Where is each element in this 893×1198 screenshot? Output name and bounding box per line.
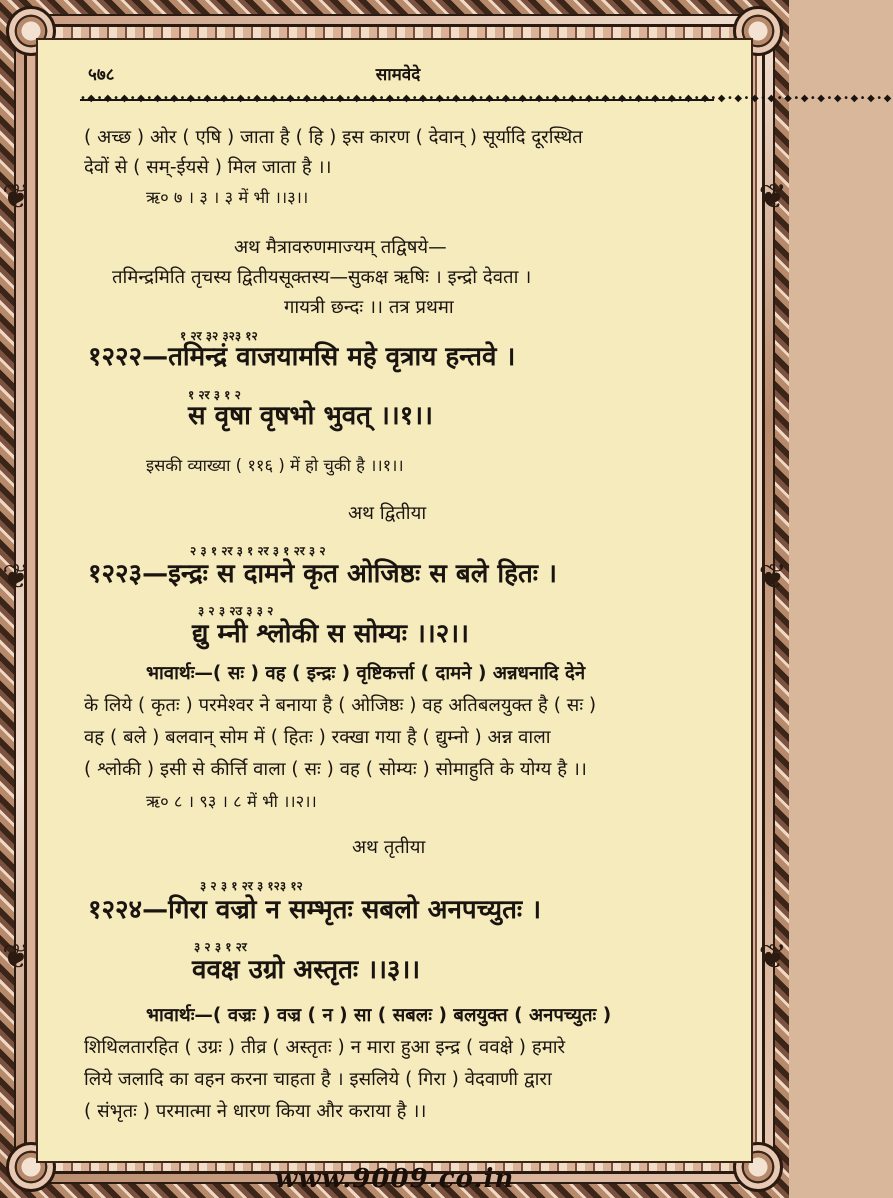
mantra-1223-line-2: द्यु म्नी श्लोकी स सोम्यः ।।२।। xyxy=(192,619,469,649)
mantra-1223-heading: अथ द्वितीया xyxy=(348,503,427,524)
site-watermark: www.9009.co.in xyxy=(274,1164,515,1194)
mantra-1222-line-1: १२२२—तमिन्द्रं वाजयामसि महे वृत्राय हन्तवे । xyxy=(88,342,516,372)
mantra-1224-bhasha-line-3: लिये जलादि का वहन करना चाहता है । इसलिये ( गिरा ) वेदवाणी द्वारा xyxy=(84,1069,552,1090)
swirl-ornament-icon: ❦ xyxy=(758,937,787,977)
mantra-1223-bhasha-line-3: वह ( बले ) बलवान् सोम में ( हितः ) रक्खा गया है ( द्युम्नो ) अन्न वाला xyxy=(84,727,551,748)
page-title: सामवेदे xyxy=(375,65,421,85)
swirl-ornament-icon: ❦ xyxy=(758,177,787,217)
swirl-ornament-icon: ❦ xyxy=(758,557,787,597)
mantra-1224-bhasha-line-4: ( संभृतः ) परमात्मा ने धारण किया और कराया है ।। xyxy=(84,1101,427,1122)
mantra-1223-accent-marks-1: २ ३ १ २र ३ १ २र ३ १ २र ३ २ xyxy=(190,544,326,558)
scripture-page xyxy=(36,38,893,1163)
mantra-1224-bhasha-line-2: शिथिलतारहित ( उग्रः ) तीव्र ( अस्तृतः ) न मारा हुआ इन्द्र ( ववक्षे ) हमारे xyxy=(84,1037,566,1058)
section-intro-line-2: तमिन्द्रमिति तृचस्य द्वितीयसूक्तस्य—सुकक्ष ऋषिः । इन्द्रो देवता । xyxy=(112,267,532,288)
mantra-1224-accent-marks-1: ३ २ ३ १ २र ३ १२३ १२ xyxy=(200,879,303,893)
intro-reference: ऋ० ७ । ३ । ३ में भी ।।३।। xyxy=(146,188,309,207)
mantra-1223-line-1: १२२३—इन्द्रः स दामने कृत ओजिष्ठः स बले हितः । xyxy=(88,559,557,589)
mantra-1222-line-2: स वृषा वृषभो भुवत् ।।१।। xyxy=(188,401,433,431)
mantra-1224-line-1: १२२४—गिरा वज्रो न सम्भृतः सबलो अनपच्युतः । xyxy=(88,895,542,925)
bhasha-text: भावार्थः—( सः ) वह ( इन्द्रः ) वृष्टिकर्त्ता ( दामने ) अन्नधनादि देने xyxy=(146,663,586,684)
mantra-1224-heading: अथ तृतीया xyxy=(352,837,426,858)
mantra-1222-note: इसकी व्याख्या ( ११६ ) में हो चुकी है ।।१।। xyxy=(146,456,404,475)
page-number: ५७८ xyxy=(88,65,115,85)
header-rule xyxy=(80,93,893,104)
page-header xyxy=(88,62,708,86)
intro-line-2: देवों से ( सम्-ईयसे ) मिल जाता है ।। xyxy=(84,157,332,178)
mantra-1224-accent-marks-2: ३ २ ३ १ २र xyxy=(194,940,247,954)
section-intro-line-3: गायत्री छन्दः ।। तत्र प्रथमा xyxy=(284,297,454,318)
mantra-1224-line-2: ववक्ष उग्रो अस्तृतः ।।३।। xyxy=(192,955,421,985)
mantra-1223-bhasha-line-1 xyxy=(146,662,585,686)
mantra-1223-bhasha-line-2: के लिये ( कृतः ) परमेश्वर ने बनाया है ( ओजिष्ठः ) वह अतिबलयुक्त है ( सः ) xyxy=(84,695,597,716)
section-intro-line-1: अथ मैत्रावरुणमाज्यम् तद्विषये— xyxy=(234,237,447,258)
intro-line-1: ( अच्छ ) ओर ( एषि ) जाता है ( हि ) इस कारण ( देवान् ) सूर्यादि दूरस्थित xyxy=(84,127,583,148)
header-rule-ornament: •◆•◆•◆•◆•◆•◆•◆•◆•◆•◆•◆•◆•◆•◆•◆•◆•◆•◆•◆•◆•◆•◆•◆•◆•◆•◆•◆•◆•◆•◆•◆•◆•◆•◆•◆•◆•◆•◆•◆•◆•◆•◆•◆•◆•◆•◆•◆•◆•◆ xyxy=(80,93,893,104)
mantra-1223-bhasha-line-4: ( श्लोकी ) इसी से कीर्त्ति वाला ( सः ) वह ( सोम्यः ) सोमाहुति के योग्य है ।। xyxy=(84,759,587,780)
swirl-ornament-icon: ❦ xyxy=(2,557,31,597)
mantra-1223-accent-marks-2: ३ २ ३ २उ ३ ३ २ xyxy=(198,604,274,618)
bhasha-text: भावार्थः—( वज्रः ) वज्र ( न ) सा ( सबलः ) बलयुक्त ( अनपच्युतः ) xyxy=(146,1005,612,1026)
mantra-1224-bhasha-line-1 xyxy=(146,1004,611,1028)
mantra-1222-accent-marks-2: १ २र ३ १ २ xyxy=(188,388,241,402)
swirl-ornament-icon: ❦ xyxy=(2,937,31,977)
mantra-1222-accent-marks-1: १ २र ३२ ३२३ १२ xyxy=(180,329,258,343)
swirl-ornament-icon: ❦ xyxy=(2,177,31,217)
mantra-1223-reference: ऋ० ८ । ९३ । ८ में भी ।।२।। xyxy=(146,792,317,811)
